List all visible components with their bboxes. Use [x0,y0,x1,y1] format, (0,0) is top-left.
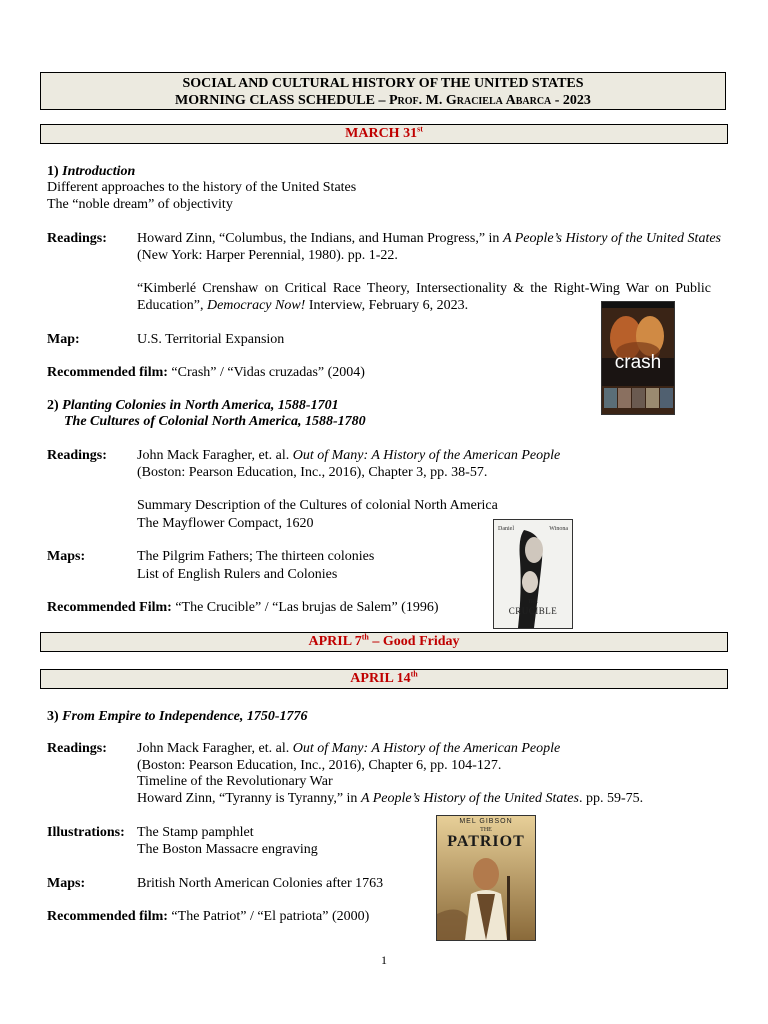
s2-maps-line-1: The Pilgrim Fathers; The thirteen colonies [137,549,375,564]
document-header [40,72,726,110]
header-line-2 [41,92,725,109]
s3-maps-label: Maps: [47,876,86,891]
patriot-poster-actor: MEL GIBSON [459,818,513,825]
crash-poster-image [601,301,675,415]
section-title: From Empire to Independence, 1750-1776 [62,709,308,724]
s3-maps-line-1: British North American Colonies after 1763 [137,876,384,891]
s2-recommended-film [47,599,439,616]
s3-illustrations-label: Illustrations: [47,825,125,840]
reading-book-title: Out of Many: A History of the American People [292,741,561,756]
s3-reading-2: Timeline of the Revolutionary War [137,774,333,789]
header-line-2-prefix: MORNING CLASS SCHEDULE – [175,93,389,108]
s2-maps-label: Maps: [47,549,86,564]
section-2-heading [47,397,339,414]
date-text: MARCH 31 [345,126,418,141]
reading-text: Howard Zinn, “Tyranny is Tyranny,” in [137,791,361,806]
professor-name: Prof. M. Graciela Abarca [388,93,552,108]
section-title: Introduction [62,164,136,179]
film-label: Recommended film: [47,365,168,380]
s1-recommended-film [47,364,365,381]
s2-maps-line-2: List of English Rulers and Colonies [137,567,338,582]
reading-text: (New York: Harper Perennial, 1980). pp. 1-22. [137,248,398,263]
s3-reading-1-line-2: (Boston: Pearson Education, Inc., 2016), Chapter 6, pp. 104-127. [137,758,502,773]
date-bar-april-7 [40,632,728,652]
date-ordinal: st [417,124,423,134]
film-label: Recommended film: [47,909,168,924]
crucible-actor-left: Daniel [498,526,514,532]
film-value: “The Crucible” / “Las brujas de Salem” (1996) [171,600,439,615]
section-3-heading [47,708,308,725]
section-2-subheading: The Cultures of Colonial North America, 1588-1780 [64,414,366,429]
page-number: 1 [381,953,387,967]
date-bar-march-31 [40,124,728,144]
s2-reading-1-line-2: (Boston: Pearson Education, Inc., 2016), Chapter 3, pp. 38-57. [137,465,488,480]
s3-recommended-film [47,908,369,925]
date-text: APRIL 14 [350,671,411,686]
crucible-poster-the: THE [528,600,538,605]
s3-illustration-1: The Stamp pamphlet [137,825,254,840]
film-value: “Crash” / “Vidas cruzadas” (2004) [167,365,365,380]
reading-text: Howard Zinn, “Columbus, the Indians, and Human Progress,” in [137,231,503,246]
section-1-heading [47,163,135,180]
s1-line-2: The “noble dream” of objectivity [47,197,233,212]
reading-text: John Mack Faragher, et. al. [137,448,293,463]
patriot-poster-title: PATRIOT [447,833,525,850]
s3-readings-label: Readings: [47,741,107,756]
section-title: Planting Colonies in North America, 1588-1701 [62,398,339,413]
date-ordinal: th [361,632,369,642]
s1-reading-1 [137,230,721,264]
reading-text: John Mack Faragher, et. al. [137,741,293,756]
reading-book-title: A People’s History of the United States [502,231,722,246]
crucible-poster-image [493,519,573,629]
s1-map-label: Map: [47,332,80,347]
crucible-poster-title: CRUCIBLE [508,606,558,616]
s1-line-1: Different approaches to the history of the United States [47,180,357,195]
reading-book-title: A People’s History of the United States [360,791,579,806]
section-number: 2) [47,398,63,413]
patriot-poster-the: THE [480,827,492,833]
section-number: 3) [47,709,63,724]
s1-readings-label: Readings: [47,231,107,246]
date-note: – Good Friday [368,634,460,649]
s3-illustration-2: The Boston Massacre engraving [137,842,318,857]
date-ordinal: th [410,669,418,679]
film-label: Recommended Film: [47,600,172,615]
reading-source: Democracy Now! [206,298,306,313]
crash-poster-title: crash [614,352,662,373]
s1-map-value: U.S. Territorial Expansion [137,332,285,347]
header-line-2-suffix: - 2023 [551,93,591,108]
patriot-poster-image [436,815,536,941]
date-bar-april-14 [40,669,728,689]
reading-text: . pp. 59-75. [578,791,644,806]
s2-reading-1-line-1 [137,447,560,464]
s3-reading-1-line-1 [137,740,560,757]
crucible-actor-right: Winona [549,526,568,532]
s2-readings-label: Readings: [47,448,107,463]
film-value: “The Patriot” / “El patriota” (2000) [167,909,370,924]
s2-reading-3: The Mayflower Compact, 1620 [137,516,314,531]
header-line-1: SOCIAL AND CULTURAL HISTORY OF THE UNITED STATES [182,76,584,91]
reading-text: “Kimberlé Crenshaw on Critical Race Theory, Intersectionality & the Right-Wing War on Public Education”, [137,281,711,313]
s3-reading-3 [137,790,643,807]
date-text: APRIL 7 [308,634,362,649]
reading-text: Interview, February 6, 2023. [305,298,469,313]
reading-book-title: Out of Many: A History of the American People [292,448,561,463]
s2-reading-2: Summary Description of the Cultures of colonial North America [137,498,498,513]
section-number: 1) [47,164,63,179]
